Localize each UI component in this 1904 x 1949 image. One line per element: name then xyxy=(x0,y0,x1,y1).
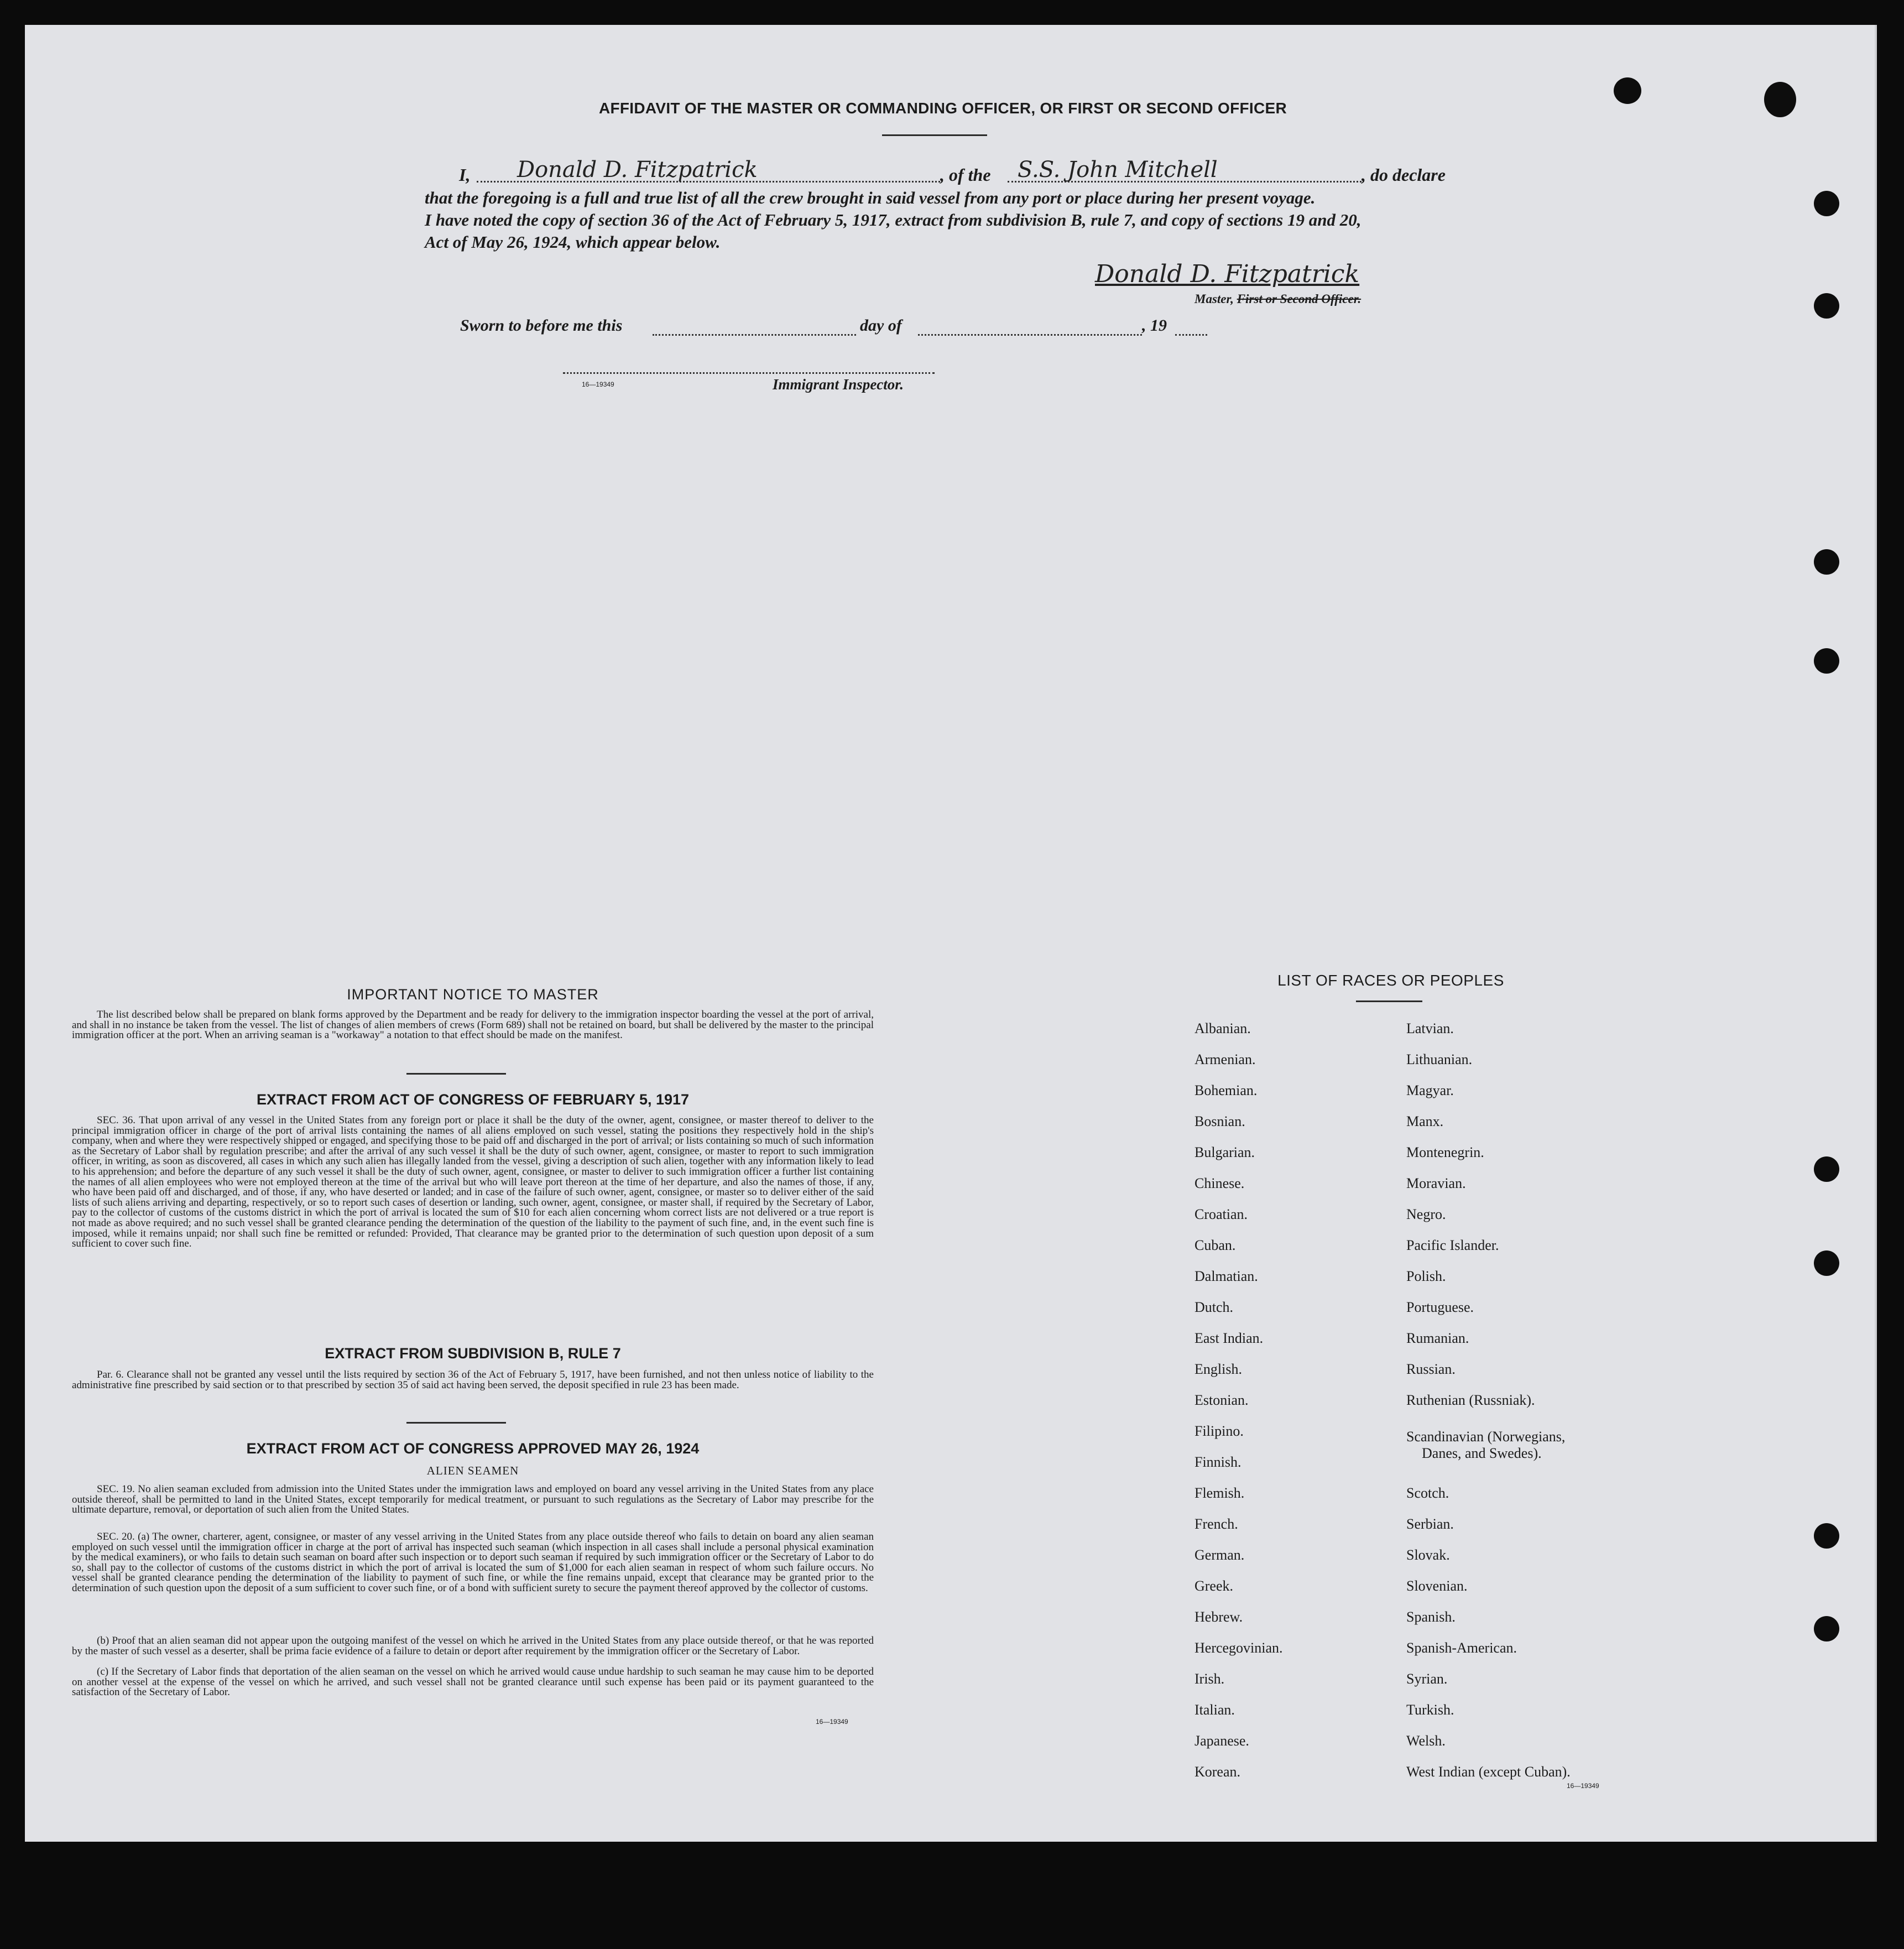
race-item: Bohemian. xyxy=(1194,1082,1258,1098)
race-item: Lithuanian. xyxy=(1406,1051,1473,1067)
declare-label: , do declare xyxy=(1362,165,1446,185)
race-item: Filipino. xyxy=(1194,1423,1244,1439)
race-item: Bulgarian. xyxy=(1194,1144,1255,1160)
race-item: Chinese. xyxy=(1194,1175,1245,1191)
race-item: Serbian. xyxy=(1406,1516,1454,1532)
race-item: Moravian. xyxy=(1406,1175,1466,1191)
affidavit-line-2: that the foregoing is a full and true list of all the crew brought in said vessel from any port or place during her present voyage. xyxy=(425,188,1316,207)
race-item: Pacific Islander. xyxy=(1406,1237,1499,1253)
punch-hole-icon xyxy=(1814,1616,1839,1641)
race-item: Russian. xyxy=(1406,1361,1456,1377)
notice-body: The list described below shall be prepared on blank forms approved by the Department and be ready for delivery to the immigration inspector boarding the vessel at the port of arrival, and shall in no instance be taken from the vessel. The list of changes of alien members of crews (Form 689) shall not be retained on board, but shall be delivered by the master to the principal immigration officer at the port. When an arriving seaman is a "workaway" a notation to that effect should be made on the manifest. xyxy=(72,1009,874,1041)
master-signature: Donald D. Fitzpatrick xyxy=(1095,260,1360,288)
race-item: Latvian. xyxy=(1406,1020,1454,1036)
extract-rule7-title: EXTRACT FROM SUBDIVISION B, RULE 7 xyxy=(325,1345,621,1362)
race-item: Welsh. xyxy=(1406,1733,1446,1749)
day-of-label: day of xyxy=(860,316,902,335)
punch-hole-icon xyxy=(1814,1523,1839,1549)
of-the-label: , of the xyxy=(940,165,991,185)
extract-rule7-body: Par. 6. Clearance shall not be granted any vessel until the lists required by section 36 of the Act of February 5, 1917, have been furnished, and not then unless notice of liability to the administrative fine prescribed by said section or to that prescribed by section 35 of said act having been served, the deposit specified in rule 23 has been made. xyxy=(72,1369,874,1391)
divider xyxy=(406,1073,506,1075)
race-item: Korean. xyxy=(1194,1764,1241,1780)
affidavit-title: AFFIDAVIT OF THE MASTER OR COMMANDING OFFICER, OR FIRST OR SECOND OFFICER xyxy=(598,100,1287,117)
race-item: Syrian. xyxy=(1406,1671,1448,1687)
sec-20a-body: SEC. 20. (a) The owner, charterer, agent, consignee, or master of any vessel arriving in the United States from any place outside thereof who fails to detain on board any alien seaman employed on such vessel until the immigration officer in charge at the port of arrival has inspected such seaman (which inspection in all cases shall include a personal physical examination by the medical examiners), or who fails to detain such seaman on board after such inspection or to deport such seaman if required by such immigration officer or the Secretary of Labor to do so, shall pay to the collector of customs of the customs district in which the port of arrival is located the sum of $1,000 for each alien seaman in respect of whom such failure occurs. No vessel shall be granted clearance pending the determination of the liability to payment of such fine, or while the fine remains unpaid, except that clearance may be granted prior to the determination of such question upon the deposit of a sum sufficient to cover such fine, or of a bond with sufficient surety to secure the payment thereof approved by the collector of customs. xyxy=(72,1531,874,1594)
race-item: Hebrew. xyxy=(1194,1609,1243,1625)
sec-20b-body: (b) Proof that an alien seaman did not appear upon the outgoing manifest of the vessel on which he arrived in the United States from any place outside thereof, or that he was reported by the master of such vessel as a deserter, shall be prima facie evidence of a failure to detain or deport after requirement by the immigration officer or the Secretary of Labor. xyxy=(72,1635,874,1657)
race-item: Manx. xyxy=(1406,1113,1444,1129)
race-item: Armenian. xyxy=(1194,1051,1256,1067)
affidavit-line-4: Act of May 26, 1924, which appear below. xyxy=(425,232,721,252)
signature-caption xyxy=(1194,292,1361,306)
race-item: Croatian. xyxy=(1194,1206,1248,1222)
race-item: Turkish. xyxy=(1406,1702,1454,1718)
race-item: Spanish-American. xyxy=(1406,1640,1517,1656)
race-item: Japanese. xyxy=(1194,1733,1249,1749)
affidavit-i-label: I, xyxy=(459,165,471,185)
punch-hole-icon xyxy=(1614,77,1641,104)
inspector-label: Immigrant Inspector. xyxy=(773,376,904,393)
race-item: Montenegrin. xyxy=(1406,1144,1484,1160)
race-item: Estonian. xyxy=(1194,1392,1249,1408)
race-item: Irish. xyxy=(1194,1671,1225,1687)
master-name-handwritten: Donald D. Fitzpatrick xyxy=(517,157,758,183)
race-item: Ruthenian (Russniak). xyxy=(1406,1392,1535,1408)
race-item: Albanian. xyxy=(1194,1020,1251,1036)
race-item: Hercegovinian. xyxy=(1194,1640,1283,1656)
sworn-month-line xyxy=(918,334,1142,336)
race-item: Portuguese. xyxy=(1406,1299,1474,1315)
race-item: Scandinavian (Norwegians, xyxy=(1406,1429,1566,1445)
sworn-year-line xyxy=(1175,334,1207,336)
race-item: Slovak. xyxy=(1406,1547,1450,1563)
vessel-name-handwritten: S.S. John Mitchell xyxy=(1018,157,1218,183)
inspector-signature-line xyxy=(563,372,935,374)
race-item: English. xyxy=(1194,1361,1242,1377)
sec-20c-body: (c) If the Secretary of Labor finds that deportation of the alien seaman on the vessel on which he arrived would cause undue hardship to such seaman he may cause him to be deported on another vessel at the expense of the vessel on which he arrived, and such vessel shall not be granted clearance until such expense has been paid or its payment guaranteed to the satisfaction of the Secretary of Labor. xyxy=(72,1666,874,1698)
race-item: Danes, and Swedes). xyxy=(1422,1445,1542,1461)
race-item: West Indian (except Cuban). xyxy=(1406,1764,1571,1780)
race-item: French. xyxy=(1194,1516,1238,1532)
race-item: Negro. xyxy=(1406,1206,1446,1222)
form-number: 16—19349 xyxy=(1567,1782,1599,1790)
divider xyxy=(1356,1000,1422,1002)
race-item: Cuban. xyxy=(1194,1237,1236,1253)
race-item: Spanish. xyxy=(1406,1609,1456,1625)
punch-hole-icon xyxy=(1814,191,1839,216)
punch-hole-icon xyxy=(1814,1250,1839,1276)
extract-1917-body: SEC. 36. That upon arrival of any vessel in the United States from any foreign port or place it shall be the duty of the owner, agent, consignee, or master thereof to deliver to the principal immigration officer in charge of the port of arrival lists containing the names of all aliens employed on such vessel, stating the positions they respectively hold in the ship's company, when and where they were respectively shipped or engaged, and specifying those to be paid off and discharged in the port of arrival; or lists containing so much of such information as the Secretary of Labor shall by regulation prescribe; and after the arrival of any such vessel it shall be the duty of such owner, agent, consignee, or master to report to such immigration officer, in writing, as soon as discovered, all cases in which any such alien has illegally landed from the vessel, giving a description of such alien, together with any information likely to lead to his apprehension; and before the departure of any such vessel it shall be the duty of such owner, agent, consignee, or master to deliver to such immigration officer a further list containing the names of all alien employees who were not employed thereon at the time of the arrival but who will leave port thereon at the time of her departure, and also the names of those, if any, who have been paid off and discharged, and of those, if any, who have deserted or landed; and in case of the failure of such owner, agent, consignee, or master so to deliver either of the said lists of such aliens arriving and departing, respectively, or so to report such cases of desertion or landing, such owner, agent, consignee, or master shall, if required by the Secretary of Labor, pay to the collector of customs of the customs district in which the port of arrival is located the sum of $10 for each alien concerning whom correct lists are not delivered or a true report is not made as above required; and no such vessel shall be granted clearance pending the determination of the question of the liability to the payment of such fine, and, in the event such fine is imposed, while it remains unpaid; nor shall such fine be remitted or refunded: Provided, That clearance may be granted prior to the determination of such question upon deposit of a sum sufficient to cover such fine. xyxy=(72,1114,874,1250)
sworn-label: Sworn to before me this xyxy=(460,316,623,335)
form-number: 16—19349 xyxy=(582,381,614,388)
notice-title: IMPORTANT NOTICE TO MASTER xyxy=(347,986,599,1003)
races-title: LIST OF RACES OR PEOPLES xyxy=(1277,972,1504,989)
race-item: Italian. xyxy=(1194,1702,1235,1718)
sworn-day-line xyxy=(653,334,856,336)
race-item: Slovenian. xyxy=(1406,1578,1468,1594)
race-item: Dutch. xyxy=(1194,1299,1234,1315)
race-item: Flemish. xyxy=(1194,1485,1245,1501)
signature-caption-master: Master, xyxy=(1194,292,1234,306)
extract-1924-title: EXTRACT FROM ACT OF CONGRESS APPROVED MAY 26, 1924 xyxy=(246,1440,700,1457)
race-item: Finnish. xyxy=(1194,1454,1241,1470)
punch-hole-icon xyxy=(1814,648,1839,674)
race-item: Magyar. xyxy=(1406,1082,1454,1098)
punch-hole-icon xyxy=(1814,549,1839,575)
punch-hole-icon xyxy=(1814,293,1839,319)
form-number: 16—19349 xyxy=(816,1718,848,1726)
race-item: Bosnian. xyxy=(1194,1113,1245,1129)
signature-caption-struck: First or Second Officer. xyxy=(1237,292,1362,306)
race-item: Greek. xyxy=(1194,1578,1234,1594)
year-label: , 19 xyxy=(1142,316,1167,335)
race-item: East Indian. xyxy=(1194,1330,1264,1346)
race-item: Dalmatian. xyxy=(1194,1268,1258,1284)
extract-1917-title: EXTRACT FROM ACT OF CONGRESS OF FEBRUARY 5, 1917 xyxy=(256,1091,690,1108)
punch-hole-icon xyxy=(1814,1156,1839,1182)
race-item: Polish. xyxy=(1406,1268,1446,1284)
divider xyxy=(882,134,987,136)
punch-hole-icon xyxy=(1764,82,1796,117)
affidavit-line-3: I have noted the copy of section 36 of the Act of February 5, 1917, extract from subdivision B, rule 7, and copy of sections 19 and 20, xyxy=(425,210,1362,230)
sec-19-body: SEC. 19. No alien seaman excluded from admission into the United States under the immigration laws and employed on board any vessel arriving in the United States from any place outside thereof, shall be permitted to land in the United States, except temporarily for medical treatment, or pursuant to such regulations as the Secretary of Labor may prescribe for the ultimate departure, removal, or deportation of such alien from the United States. xyxy=(72,1483,874,1516)
race-item: Rumanian. xyxy=(1406,1330,1469,1346)
race-item: German. xyxy=(1194,1547,1245,1563)
alien-seamen-subtitle: ALIEN SEAMEN xyxy=(426,1464,519,1477)
race-item: Scotch. xyxy=(1406,1485,1449,1501)
divider xyxy=(406,1422,506,1424)
